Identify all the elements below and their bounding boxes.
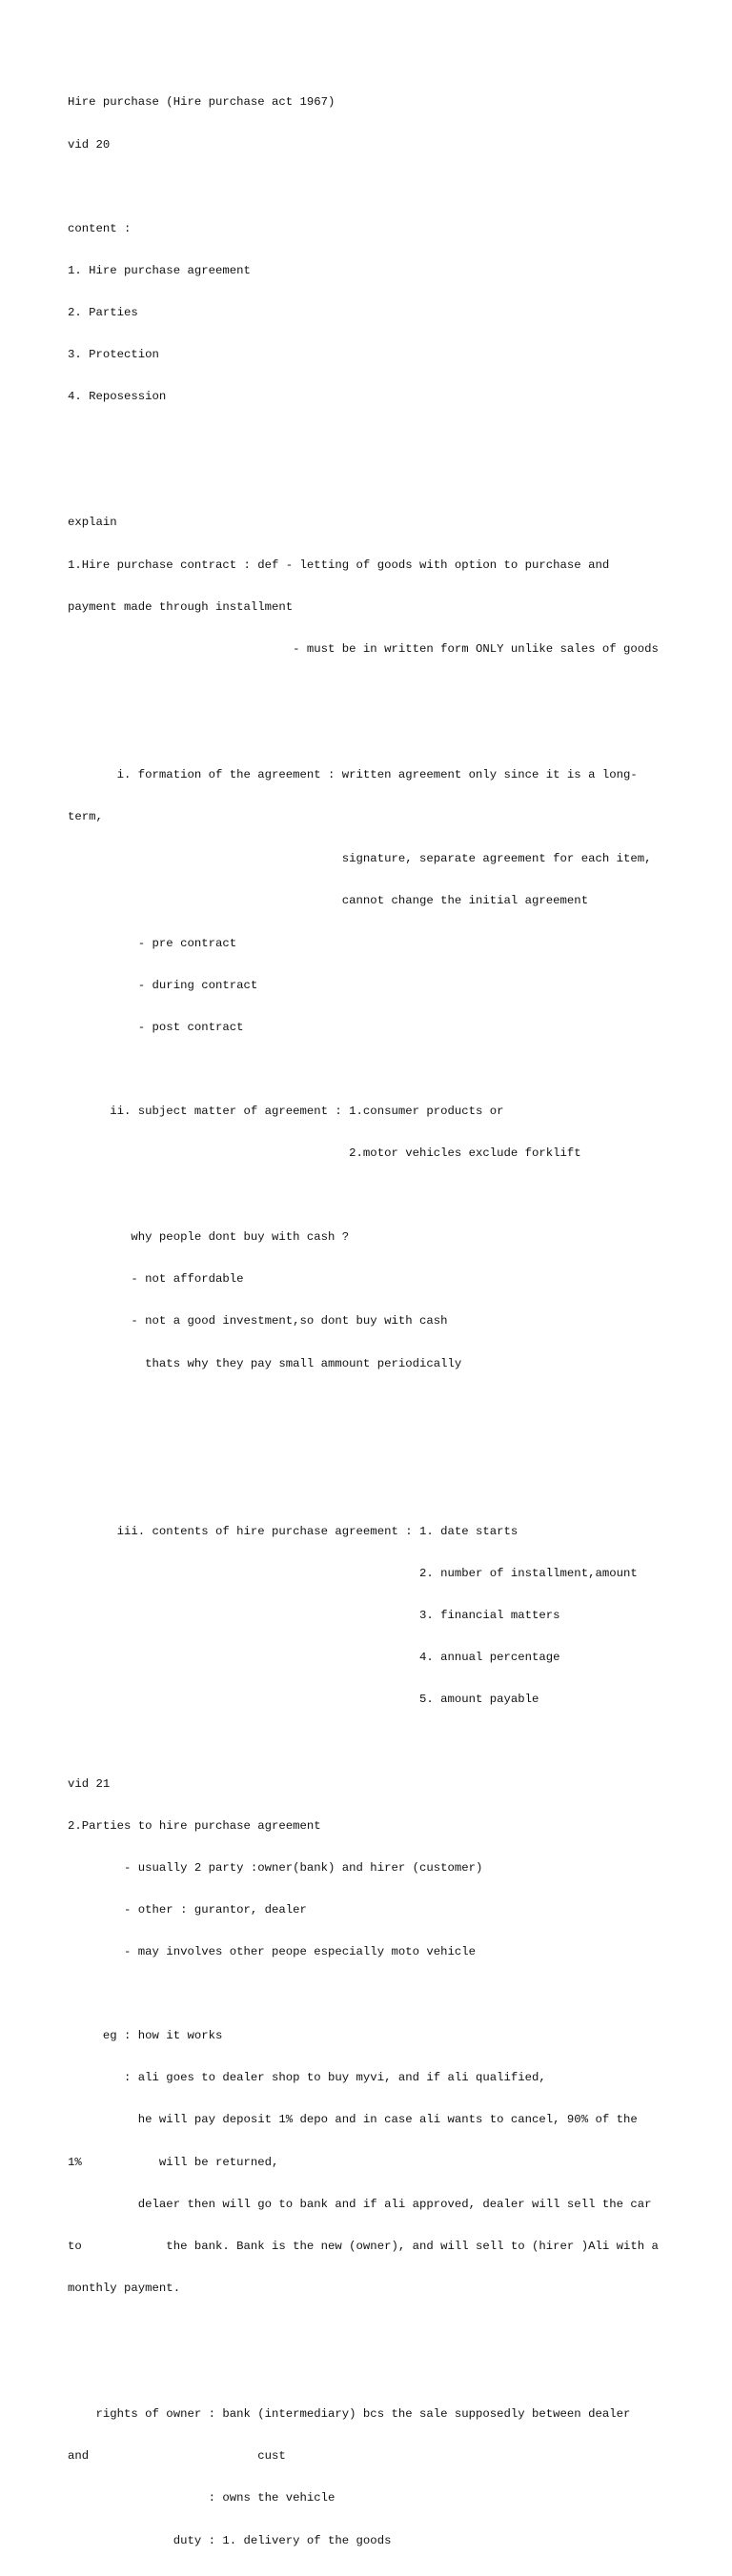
- doc-line: - post contract: [68, 1020, 244, 1034]
- doc-title: Hire purchase (Hire purchase act 1967): [68, 95, 336, 110]
- doc-line: monthly payment.: [68, 2281, 181, 2295]
- doc-line: explain: [68, 516, 117, 530]
- doc-line: - must be in written form ONLY unlike sales of goods: [68, 641, 659, 656]
- doc-line: 2.motor vehicles exclude forklift: [68, 1146, 581, 1161]
- doc-line: [68, 1483, 659, 1497]
- doc-line: signature, separate agreement for each item,: [68, 852, 652, 866]
- doc-line: - pre contract: [68, 936, 237, 950]
- doc-line: 3. Protection: [68, 348, 159, 362]
- doc-line: - may involves other peope especially moto vehicle: [68, 1945, 477, 1959]
- doc-line: : ali goes to dealer shop to buy myvi, and if ali qualified,: [68, 2071, 546, 2085]
- doc-line: - not affordable: [68, 1272, 244, 1287]
- doc-line: [68, 2323, 659, 2338]
- doc-line: 1. Hire purchase agreement: [68, 263, 251, 277]
- doc-line: 3. financial matters: [68, 1609, 560, 1623]
- doc-line: term,: [68, 810, 103, 824]
- doc-line: : owns the vehicle: [68, 2491, 336, 2505]
- doc-line: iii. contents of hire purchase agreement : 1. date starts: [68, 1524, 518, 1538]
- doc-line: [68, 180, 659, 194]
- doc-line: - usually 2 party :owner(bank) and hirer (customer): [68, 1860, 483, 1875]
- doc-line: [68, 1441, 659, 1455]
- doc-line: thats why they pay small ammount periodically: [68, 1356, 462, 1370]
- doc-line: [68, 1188, 659, 1203]
- doc-line: i. formation of the agreement : written agreement only since it is a long-: [68, 768, 638, 782]
- doc-line: 2.Parties to hire purchase agreement: [68, 1818, 321, 1833]
- doc-line: - other : gurantor, dealer: [68, 1902, 307, 1917]
- doc-line: [68, 2365, 659, 2380]
- doc-line: 4. annual percentage: [68, 1651, 560, 1665]
- doc-line: to the bank. Bank is the new (owner), and will sell to (hirer )Ali with a: [68, 2239, 659, 2253]
- doc-line: eg : how it works: [68, 2029, 223, 2043]
- doc-line: delaer then will go to bank and if ali approved, dealer will sell the car: [68, 2197, 652, 2211]
- doc-line: vid 20: [68, 137, 111, 152]
- doc-line: cannot change the initial agreement: [68, 894, 589, 908]
- doc-line: - not a good investment,so dont buy with cash: [68, 1314, 448, 1329]
- doc-line: [68, 432, 659, 446]
- doc-line: [68, 1987, 659, 2001]
- doc-line: 2. number of installment,amount: [68, 1567, 638, 1581]
- doc-line: ii. subject matter of agreement : 1.consumer products or: [68, 1104, 504, 1118]
- doc-line: [68, 474, 659, 488]
- doc-line: and cust: [68, 2449, 286, 2464]
- doc-line: duty : 1. delivery of the goods: [68, 2533, 392, 2547]
- doc-line: content :: [68, 221, 132, 235]
- doc-line: - during contract: [68, 978, 258, 992]
- doc-line: 1.Hire purchase contract : def - letting of goods with option to purchase and: [68, 558, 610, 572]
- doc-line: [68, 1063, 659, 1077]
- doc-line: 1% will be returned,: [68, 2155, 279, 2169]
- document-body: [68, 68, 659, 2576]
- doc-line: 4. Reposession: [68, 390, 167, 404]
- doc-line: 2. Parties: [68, 305, 138, 319]
- doc-line: why people dont buy with cash ?: [68, 1230, 350, 1245]
- doc-line: 5. amount payable: [68, 1693, 539, 1707]
- doc-line: [68, 726, 659, 740]
- doc-line: rights of owner : bank (intermediary) bcs the sale supposedly between dealer: [68, 2407, 631, 2422]
- doc-line: [68, 1399, 659, 1413]
- doc-line: vid 21: [68, 1776, 111, 1791]
- doc-line: [68, 684, 659, 699]
- doc-line: [68, 1735, 659, 1750]
- doc-line: he will pay deposit 1% depo and in case ali wants to cancel, 90% of the: [68, 2113, 638, 2127]
- doc-line: payment made through installment: [68, 599, 294, 614]
